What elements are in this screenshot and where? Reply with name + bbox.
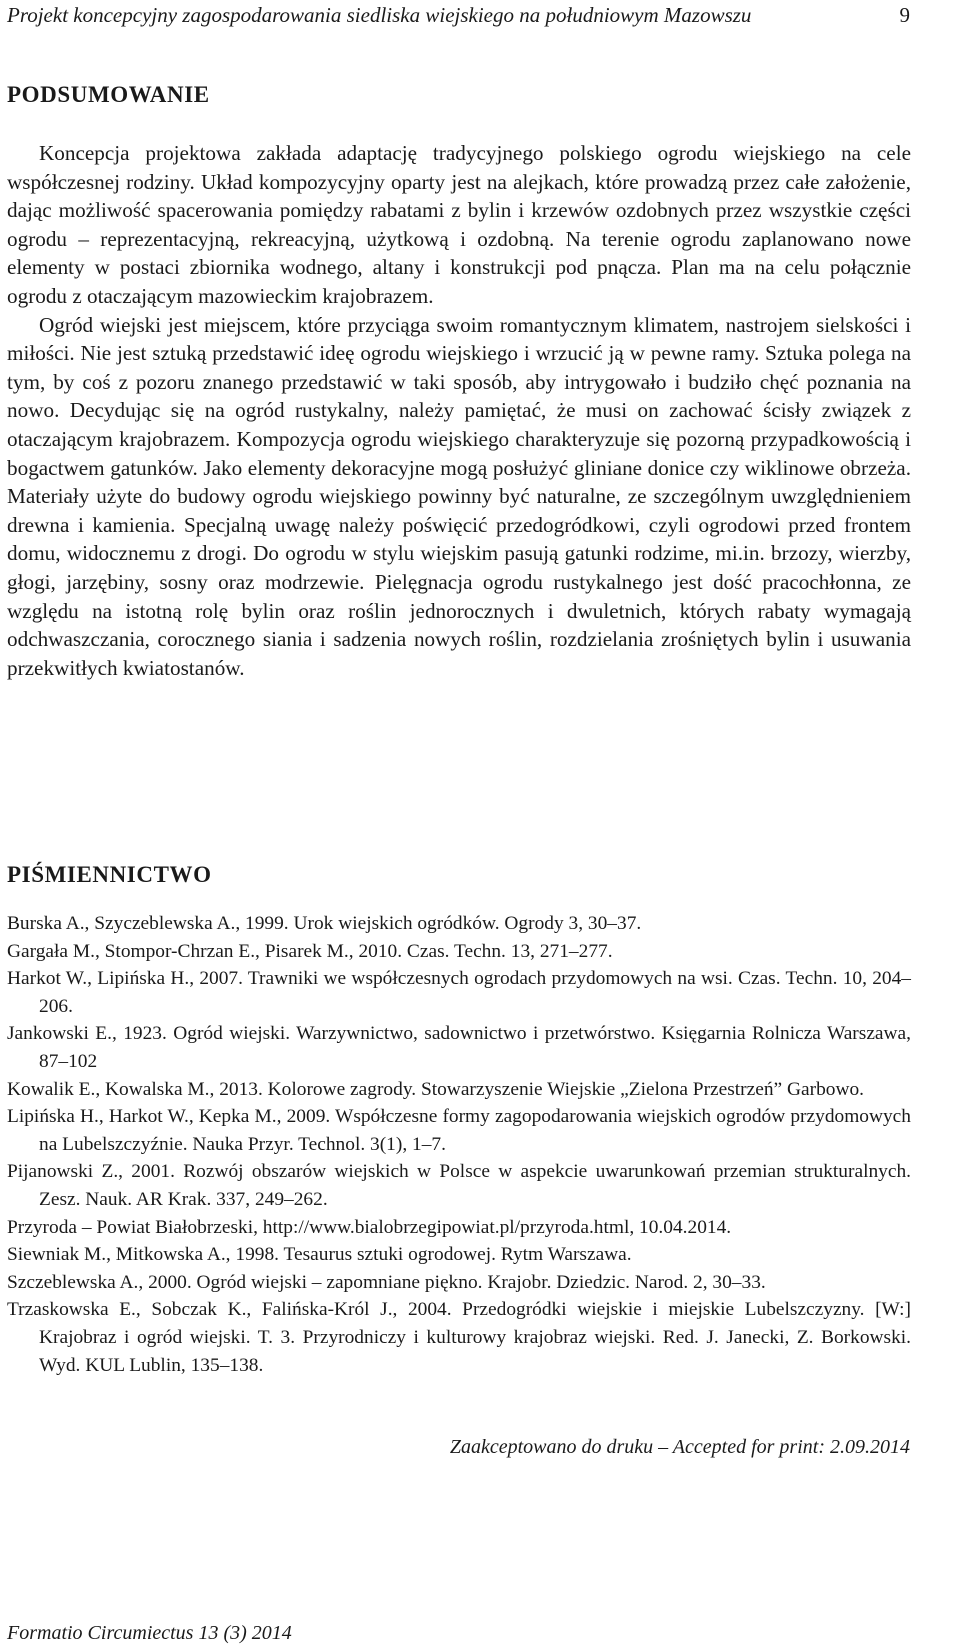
reference-item: Szczeblewska A., 2000. Ogród wiejski – zapomniane piękno. Krajobr. Dziedzic. Narod. 2, 30–33. bbox=[7, 1271, 766, 1293]
reference-item: Gargała M., Stompor-Chrzan E., Pisarek M., 2010. Czas. Techn. 13, 271–277. bbox=[7, 940, 613, 962]
reference-item: Jankowski E., 1923. Ogród wiejski. Warzywnictwo, sadownictwo i przetwórstwo. Księgarnia Rolnicza Warszawa, 87–102 bbox=[7, 1023, 911, 1072]
reference-item: Trzaskowska E., Sobczak K., Falińska-Król J., 2004. Przedogródki wiejskie i miejskie Lubelszczyzny. [W:] Krajobraz i ogród wiejski. T. 3. Przyrodniczy i kulturowy krajobraz wiejski. Red. J. Janecki, Z. Borkowski. Wyd. KUL Lublin, 135–138. bbox=[7, 1299, 911, 1376]
reference-item: Siewniak M., Mitkowska A., 1998. Tesaurus sztuki ogrodowej. Rytm Warszawa. bbox=[7, 1244, 632, 1266]
reference-item: Kowalik E., Kowalska M., 2013. Kolorowe zagrody. Stowarzyszenie Wiejskie „Zielona Przestrzeń” Garbowo. bbox=[7, 1078, 865, 1100]
acceptance-note: Zaakceptowano do druku – Accepted for print: 2.09.2014 bbox=[449, 1436, 910, 1458]
summary-heading: PODSUMOWANIE bbox=[7, 82, 210, 107]
reference-item: Lipińska H., Harkot W., Kepka M., 2009. Współczesne formy zagopodarowania wiejskich ogrodów przydomowych na Lubelszczyźnie. Nauka Przyr. Technol. 3(1), 1–7. bbox=[7, 1106, 911, 1155]
reference-item: Harkot W., Lipińska H., 2007. Trawniki we współczesnych ogrodach przydomowych na wsi. Czas. Techn. 10, 204–206. bbox=[7, 968, 911, 1017]
reference-item: Przyroda – Powiat Białobrzeski, http://www.bialobrzegipowiat.pl/przyroda.html, 10.04.2014. bbox=[7, 1216, 732, 1238]
summary-paragraph: Koncepcja projektowa zakłada adaptację tradycyjnego polskiego ogrodu wiejskiego na cele współczesnej rodziny. Układ kompozycyjny oparty jest na alejkach, które prowadzą przez całe założenie, dając możliwość spacerowania pomiędzy rabatami z bylin i krzewów ozdobnych przez wszystkie części ogrodu – reprezentacyjną, rekreacyjną, użytkową i ozdobną. Na terenie ogrodu zaplanowano nowe elementy w postaci zbiornika wodnego, altany i konstrukcji pod pnącza. Plan ma na celu połącznie ogrodu z otaczającym mazowieckim krajobrazem. bbox=[7, 141, 911, 308]
running-header bbox=[7, 2, 910, 28]
footer-journal: Formatio Circumiectus 13 (3) 2014 bbox=[7, 1622, 292, 1644]
reference-item: Pijanowski Z., 2001. Rozwój obszarów wiejskich w Polsce w aspekcie uwarunkowań przemian strukturalnych. Zesz. Nauk. AR Krak. 337, 249–262. bbox=[7, 1161, 911, 1210]
summary-body bbox=[7, 139, 911, 682]
running-title: Projekt koncepcyjny zagospodarowania siedliska wiejskiego na południowym Mazowszu bbox=[7, 3, 752, 27]
page-number: 9 bbox=[899, 3, 910, 27]
reference-list bbox=[7, 910, 911, 1379]
references-heading: PIŚMIENNICTWO bbox=[7, 862, 212, 887]
summary-paragraph: Ogród wiejski jest miejscem, które przyciąga swoim romantycznym klimatem, nastrojem sielskości i miłości. Nie jest sztuką przedstawić ideę ogrodu wiejskiego i wrzucić ją w pewne ramy. Sztuka polega na tym, by coś z pozoru znanego przedstawić w taki sposób, aby intrygowało i budziło chęć poznania na nowo. Decydując się na ogród rustykalny, należy pamiętać, że musi on zachować ścisły związek z otaczającym krajobrazem. Kompozycja ogrodu wiejskiego charakteryzuje się pozorną przypadkowością i bogactwem gatunków. Jako elementy dekoracyjne mogą posłużyć gliniane donice czy wiklinowe obrzeża. Materiały użyte do budowy ogrodu wiejskiego powinny być naturalne, ze szczególnym uwzględnieniem drewna i kamienia. Specjalną uwagę należy poświęcić przedogródkowi, czyli ogrodowi przed frontem domu, widocznemu z drogi. Do ogrodu w stylu wiejskim pasują gatunki rodzime, mi.in. brzozy, wierzby, głogi, jarzębiny, sosny oraz modrzewie. Pielęgnacja ogrodu rustykalnego jest dość pracochłonna, ze względu na istotną rolę bylin oraz roślin jednorocznych i dwuletnich, których rabaty wymagają odchwaszczania, corocznego siania i sadzenia nowych roślin, rozdzielania zrośniętych bylin i usuwania przekwitłych kwiatostanów. bbox=[7, 312, 911, 680]
reference-item: Burska A., Szyczeblewska A., 1999. Urok wiejskich ogródków. Ogrody 3, 30–37. bbox=[7, 913, 642, 934]
